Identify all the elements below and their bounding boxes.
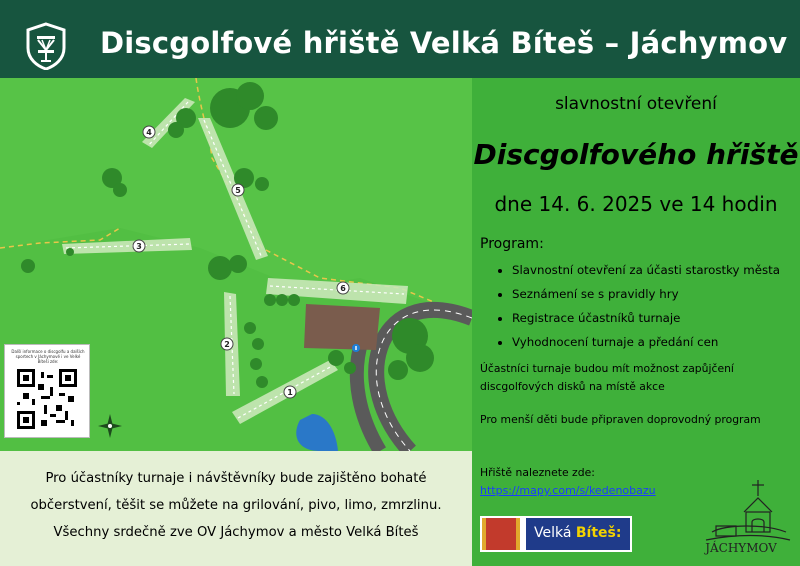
hole-number: 1 xyxy=(287,388,293,397)
program-item: • Vyhodnocení turnaje a předání cen xyxy=(512,330,780,354)
hole-number: 4 xyxy=(146,128,152,137)
hole-number: 2 xyxy=(224,340,230,349)
hole-number: 3 xyxy=(136,242,142,251)
town-name: Velká Bíteš: xyxy=(534,525,622,541)
program-item: • Registrace účastníků turnaje xyxy=(512,306,780,330)
course-map xyxy=(0,78,472,451)
invitation-line: Všechny srdečně zve OV Jáchymov a město Velká Bíteš xyxy=(53,525,419,540)
town-crest-icon xyxy=(482,518,520,550)
hole-number: 5 xyxy=(235,186,241,195)
event-panel xyxy=(472,78,800,566)
map-link[interactable]: https://mapy.com/s/kedenobazu xyxy=(480,484,656,497)
qr-info-text: Další informace o discgolfu a dalších sportech v Jáchymově i ve Velké Bíteši zde: xyxy=(11,349,85,364)
compass-rose-icon xyxy=(98,414,122,438)
disc-golf-basket-shield-icon xyxy=(24,22,68,70)
program-label: Program: xyxy=(480,236,544,252)
program-list xyxy=(490,258,780,354)
qr-code-icon[interactable] xyxy=(17,369,77,429)
refreshments-box xyxy=(0,451,472,566)
info-marker-icon xyxy=(352,344,360,352)
village-name: JÁCHYMOV xyxy=(705,541,777,555)
event-intro: slavnostní otevření xyxy=(555,94,717,114)
header-bar xyxy=(0,0,800,78)
event-date: dne 14. 6. 2025 ve 14 hodin xyxy=(494,192,778,216)
qr-info-panel[interactable] xyxy=(4,344,90,438)
velka-bites-logo xyxy=(480,516,632,552)
program-item: • Seznámení se s pravidly hry xyxy=(512,282,780,306)
town-name-box xyxy=(526,518,630,550)
find-label: Hřiště naleznete zde: xyxy=(480,466,595,479)
jachymov-chapel-emblem-icon xyxy=(686,476,796,560)
event-title: Discgolfového hřiště xyxy=(473,138,799,171)
page-title: Discgolfové hřiště Velká Bíteš – Jáchymov xyxy=(100,26,788,60)
refreshments-line: Pro účastníky turnaje i návštěvníky bude zajištěno bohaté xyxy=(45,471,427,486)
refreshments-text xyxy=(0,465,472,546)
participants-note: Účastníci turnaje budou mít možnost zapůjčení discgolfových disků na místě akce xyxy=(480,362,734,393)
refreshments-line: občerstvení, těšit se můžete na grilování, pivo, limo, zmrzlinu. xyxy=(30,498,442,513)
children-note: Pro menší děti bude připraven doprovodný program xyxy=(480,413,761,426)
program-item: • Slavnostní otevření za účasti starostky města xyxy=(512,258,780,282)
hole-number: 6 xyxy=(340,284,346,293)
